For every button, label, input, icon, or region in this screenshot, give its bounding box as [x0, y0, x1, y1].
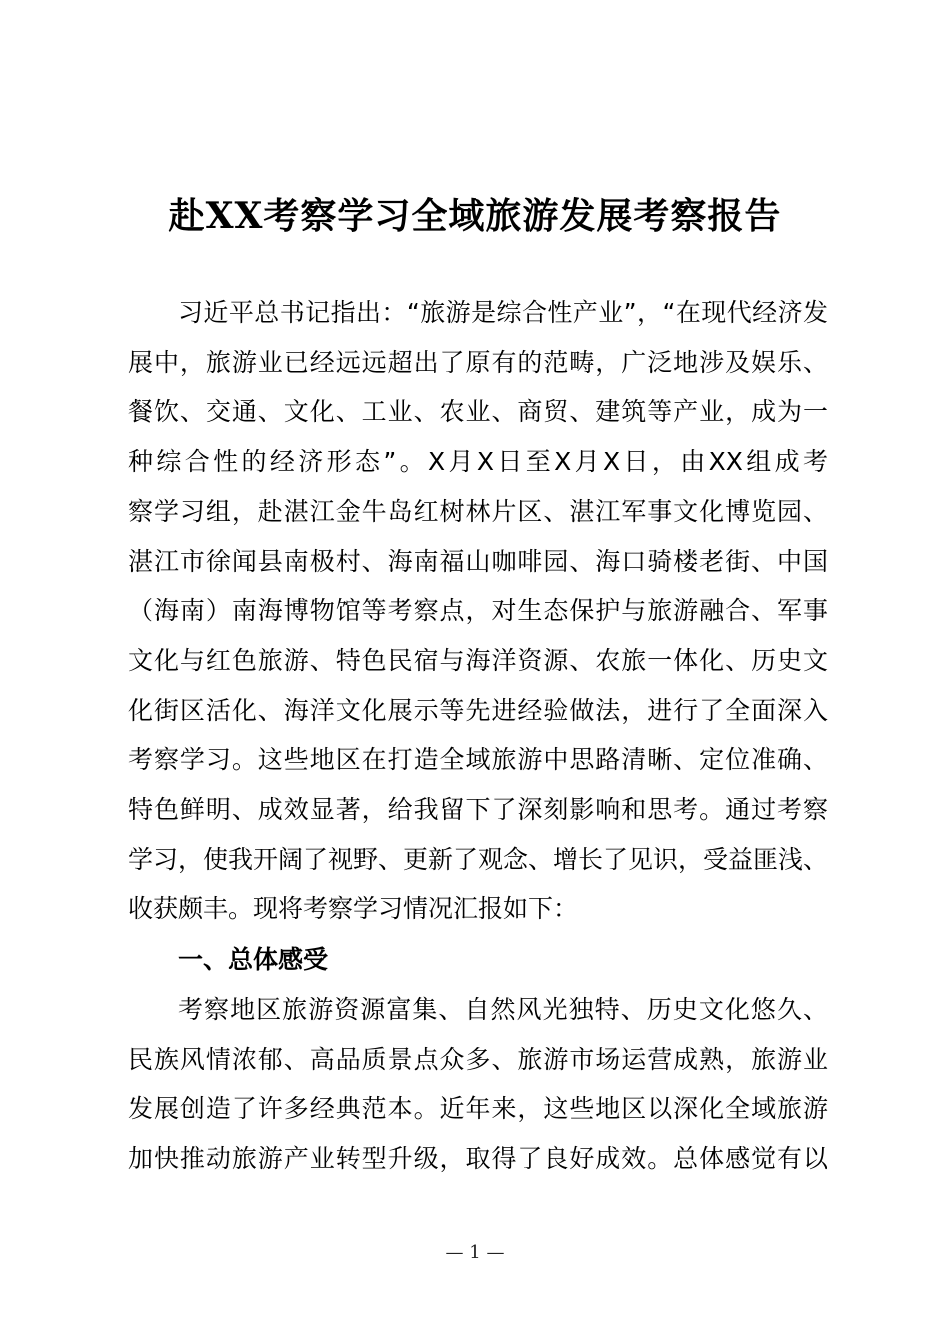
- text-line: 民族风情浓郁、高品质景点众多、旅游市场运营成熟，旅游业: [128, 1044, 828, 1074]
- text-line: 湛江市徐闻县南极村、海南福山咖啡园、海口骑楼老街、中国: [128, 546, 828, 576]
- text-line: 餐饮、交通、文化、工业、农业、商贸、建筑等产业，成为一: [128, 397, 828, 427]
- text-line: 展中，旅游业已经远远超出了原有的范畴，广泛地涉及娱乐、: [128, 347, 828, 377]
- text-line: 种综合性的经济形态”。X月X日至X月X日，由XX组成考: [128, 447, 828, 477]
- text-line: 收获颇丰。现将考察学习情况汇报如下：: [128, 894, 579, 924]
- text-line: 加快推动旅游产业转型升级，取得了良好成效。总体感觉有以: [128, 1144, 828, 1174]
- text-line: 考察学习。这些地区在打造全域旅游中思路清晰、定位准确、: [128, 745, 828, 775]
- page-number: — 1 —: [445, 1242, 505, 1263]
- text-line: （海南）南海博物馆等考察点，对生态保护与旅游融合、军事: [128, 596, 828, 626]
- text-line: 习近平总书记指出：“旅游是综合性产业”，“在现代经济发: [178, 298, 828, 327]
- text-line: 考察地区旅游资源富集、自然风光独特、历史文化悠久、: [178, 995, 828, 1024]
- section-heading: 一、总体感受: [178, 945, 329, 974]
- text-line: 化街区活化、海洋文化展示等先进经验做法，进行了全面深入: [128, 695, 828, 725]
- text-line: 特色鲜明、成效显著，给我留下了深刻影响和思考。通过考察: [128, 795, 828, 824]
- text-line: 发展创造了许多经典范本。近年来，这些地区以深化全域旅游: [128, 1094, 828, 1124]
- text-line: 察学习组，赴湛江金牛岛红树林片区、湛江军事文化博览园、: [128, 496, 828, 526]
- text-line: 学习，使我开阔了视野、更新了观念、增长了见识，受益匪浅、: [128, 844, 829, 874]
- text-line: 文化与红色旅游、特色民宿与海洋资源、农旅一体化、历史文: [128, 645, 828, 675]
- document-title: 赴XX考察学习全域旅游发展考察报告: [168, 195, 782, 237]
